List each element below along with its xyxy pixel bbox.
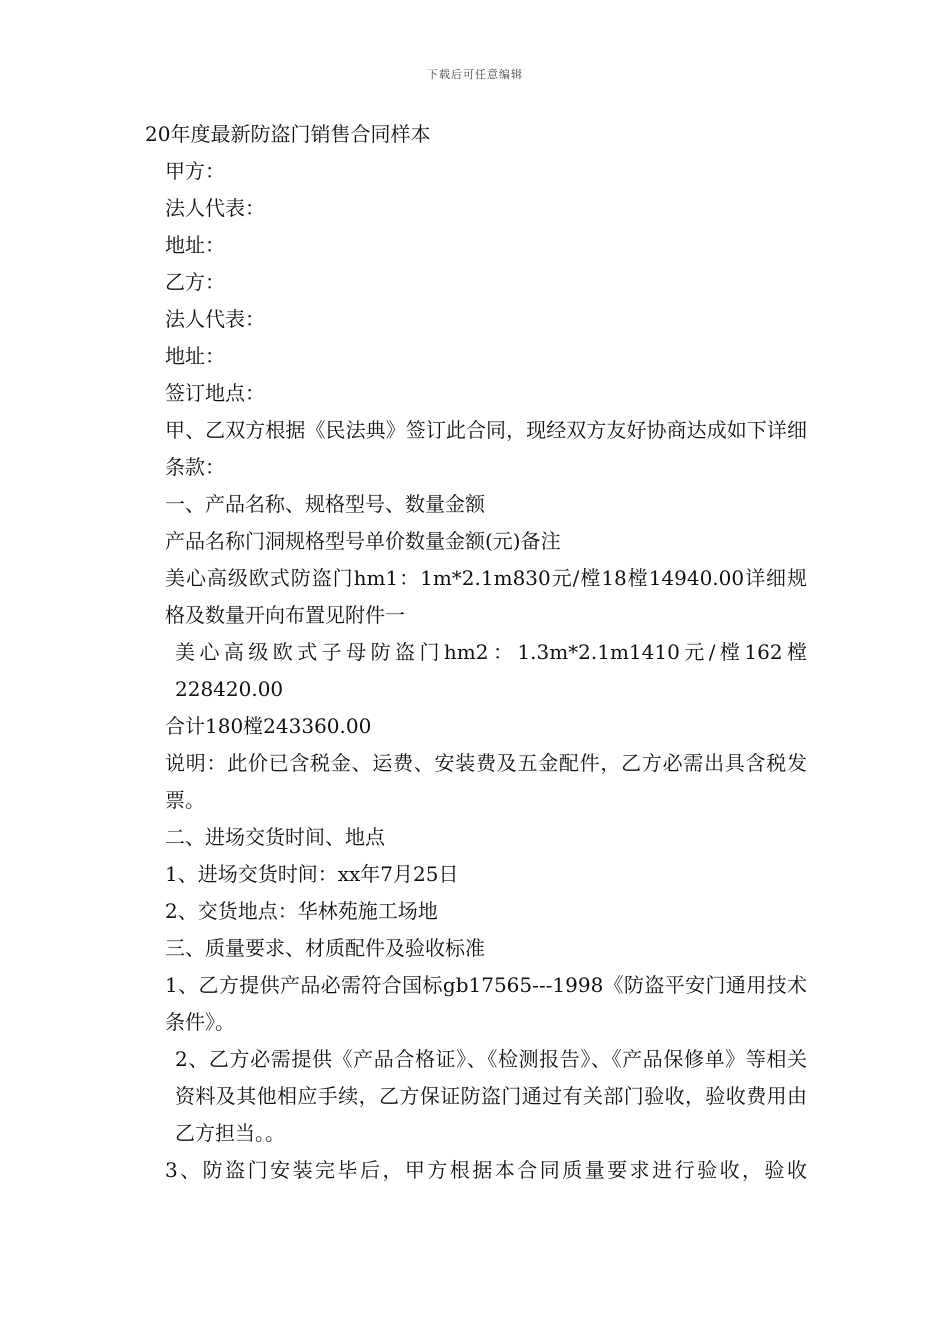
party-b-address-line: 地址： [165, 344, 225, 368]
quality-clause-3: 3、防盗门安装完毕后，甲方根据本合同质量要求进行验收，验收 [165, 1158, 807, 1182]
document-title: 20年度最新防盗门销售合同样本 [145, 122, 431, 146]
quality-clause-2: 2、乙方必需提供《产品合格证》、《检测报告》、《产品保修单》等相关资料及其他相应手续，乙方保证防盗门通过有关部门验收，验收费用由乙方担当。。 [175, 1047, 807, 1145]
quality-clause-1: 1、乙方提供产品必需符合国标gb17565---1998《防盗平安门通用技术条件》。 [165, 973, 807, 1034]
delivery-time-line: 1、进场交货时间：xx年7月25日 [165, 862, 459, 886]
signing-place-line: 签订地点： [165, 381, 265, 405]
party-b-line: 乙方： [165, 270, 225, 294]
document-body [145, 116, 807, 1189]
product-line-hm2: 美心高级欧式子母防盗门hm2：1.3m*2.1m1410元/樘162樘228420.00 [175, 640, 807, 701]
delivery-place-line: 2、交货地点：华林苑施工场地 [165, 899, 438, 923]
price-note-paragraph: 说明：此价已含税金、运费、安装费及五金配件，乙方必需出具含税发票。 [165, 751, 807, 812]
party-b-rep-line: 法人代表： [165, 307, 265, 331]
party-a-rep-line: 法人代表： [165, 196, 265, 220]
section-1-heading: 一、产品名称、规格型号、数量金额 [165, 492, 485, 516]
section-2-heading: 二、进场交货时间、地点 [165, 825, 385, 849]
table-header-line: 产品名称门洞规格型号单价数量金额(元)备注 [165, 529, 561, 553]
page-header: 下载后可任意编辑 [427, 68, 523, 81]
preamble-paragraph: 甲、乙双方根据《民法典》签订此合同，现经双方友好协商达成如下详细条款： [165, 418, 807, 479]
party-a-address-line: 地址： [165, 233, 225, 257]
product-line-hm1: 美心高级欧式防盗门hm1：1m*2.1m830元/樘18樘14940.00详细规格及数量开向布置见附件一 [165, 566, 807, 627]
party-a-line: 甲方： [165, 159, 225, 183]
section-3-heading: 三、质量要求、材质配件及验收标准 [165, 936, 485, 960]
total-line: 合计180樘243360.00 [165, 714, 372, 738]
